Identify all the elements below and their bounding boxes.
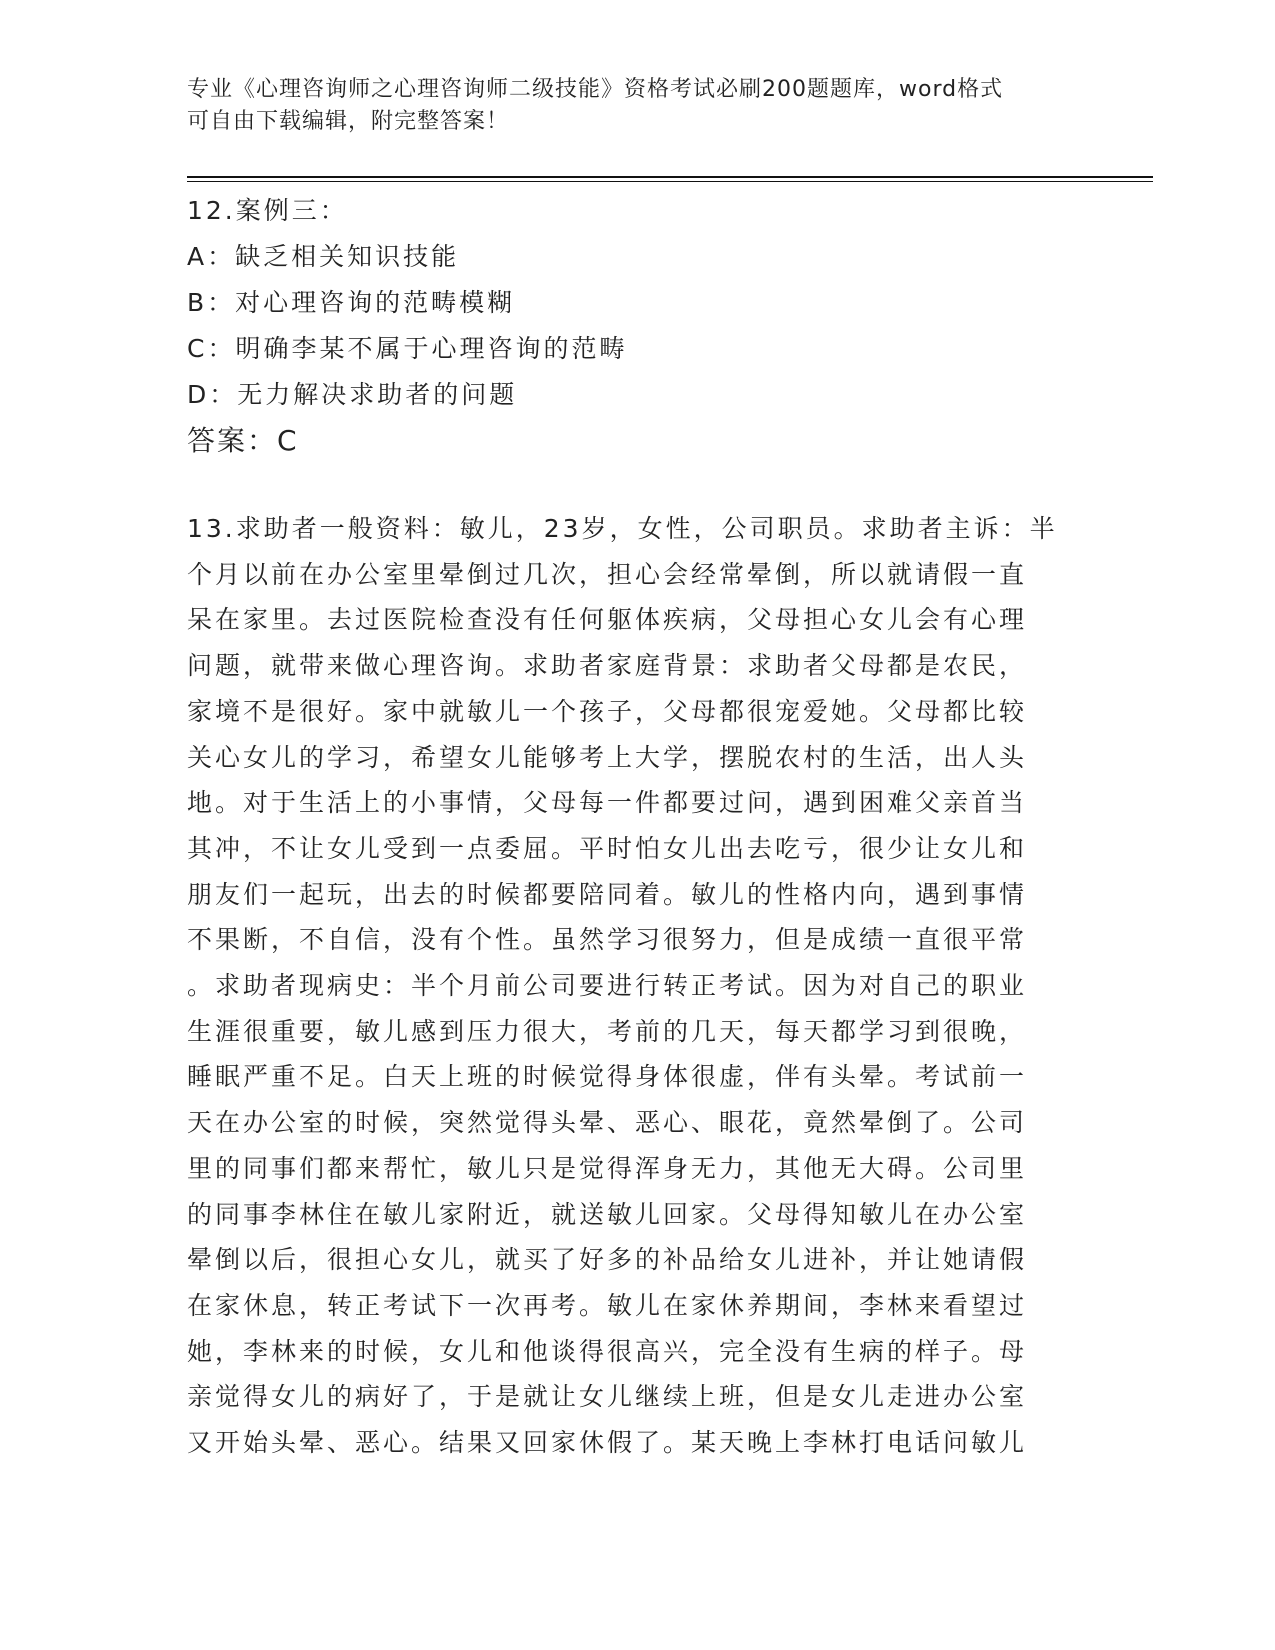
question-13-line: 其冲，不让女儿受到一点委屈。平时怕女儿出去吃亏，很少让女儿和 [187, 833, 1028, 863]
question-13-line: 里的同事们都来帮忙，敏儿只是觉得浑身无力，其他无大碍。公司里 [187, 1153, 1028, 1183]
question-13-line: 地。对于生活上的小事情，父母每一件都要过问，遇到困难父亲首当 [187, 788, 1028, 818]
option-d: D：无力解决求助者的问题 [187, 380, 518, 409]
question-13-line: 亲觉得女儿的病好了，于是就让女儿继续上班，但是女儿走进办公室 [187, 1382, 1028, 1412]
document-header [187, 74, 1087, 138]
question-13-line: 天在办公室的时候，突然觉得头晕、恶心、眼花，竟然晕倒了。公司 [187, 1108, 1028, 1138]
question-13-paragraph [187, 506, 1087, 1466]
question-13-line: 睡眠严重不足。白天上班的时候觉得身体很虚，伴有头晕。考试前一 [187, 1062, 1028, 1092]
question-13-line: 关心女儿的学习，希望女儿能够考上大学，摆脱农村的生活，出人头 [187, 742, 1028, 772]
header-divider-thick [187, 176, 1153, 178]
question-13-line: 在家休息，转正考试下一次再考。敏儿在家休养期间，李林来看望过 [187, 1290, 1028, 1320]
question-13-line: 问题，就带来做心理咨询。求助者家庭背景：求助者父母都是农民， [187, 651, 1028, 681]
header-divider-thin [187, 181, 1153, 182]
question-13-line: 呆在家里。去过医院检查没有任何躯体疾病，父母担心女儿会有心理 [187, 605, 1028, 635]
question-13-line: 不果断，不自信，没有个性。虽然学习很努力，但是成绩一直很平常 [187, 925, 1028, 955]
option-a: A：缺乏相关知识技能 [187, 242, 460, 271]
question-13-line: 她，李林来的时候，女儿和他谈得很高兴，完全没有生病的样子。母 [187, 1336, 1028, 1366]
question-13-line: 又开始头晕、恶心。结果又回家休假了。某天晚上李林打电话问敏儿 [187, 1428, 1028, 1458]
option-b: B：对心理咨询的范畴模糊 [187, 288, 516, 317]
question-13-line: 晕倒以后，很担心女儿，就买了好多的补品给女儿进补，并让她请假 [187, 1245, 1028, 1275]
question-13-line: 。求助者现病史：半个月前公司要进行转正考试。因为对自己的职业 [187, 971, 1028, 1001]
question-13-line: 生涯很重要，敏儿感到压力很大，考前的几天，每天都学习到很晚， [187, 1016, 1028, 1046]
question-13-line: 朋友们一起玩，出去的时候都要陪同着。敏儿的性格内向，遇到事情 [187, 879, 1028, 909]
question-13 [187, 506, 1087, 1466]
question-12 [187, 188, 1087, 464]
question-13-line: 家境不是很好。家中就敏儿一个孩子，父母都很宠爱她。父母都比较 [187, 696, 1028, 726]
question-13-line: 13.求助者一般资料：敏儿，23岁，女性，公司职员。求助者主诉：半 [187, 514, 1058, 543]
question-13-line: 的同事李林住在敏儿家附近，就送敏儿回家。父母得知敏儿在办公室 [187, 1199, 1028, 1229]
option-c: C：明确李某不属于心理咨询的范畴 [187, 334, 628, 363]
header-line-1: 专业《心理咨询师之心理咨询师二级技能》资格考试必刷200题题库，word格式 [187, 77, 1004, 102]
answer-text: 答案：C [187, 424, 299, 457]
header-line-2: 可自由下载编辑，附完整答案！ [187, 109, 510, 134]
question-12-title: 12.案例三： [187, 196, 348, 225]
question-13-line: 个月以前在办公室里晕倒过几次，担心会经常晕倒，所以就请假一直 [187, 559, 1028, 589]
